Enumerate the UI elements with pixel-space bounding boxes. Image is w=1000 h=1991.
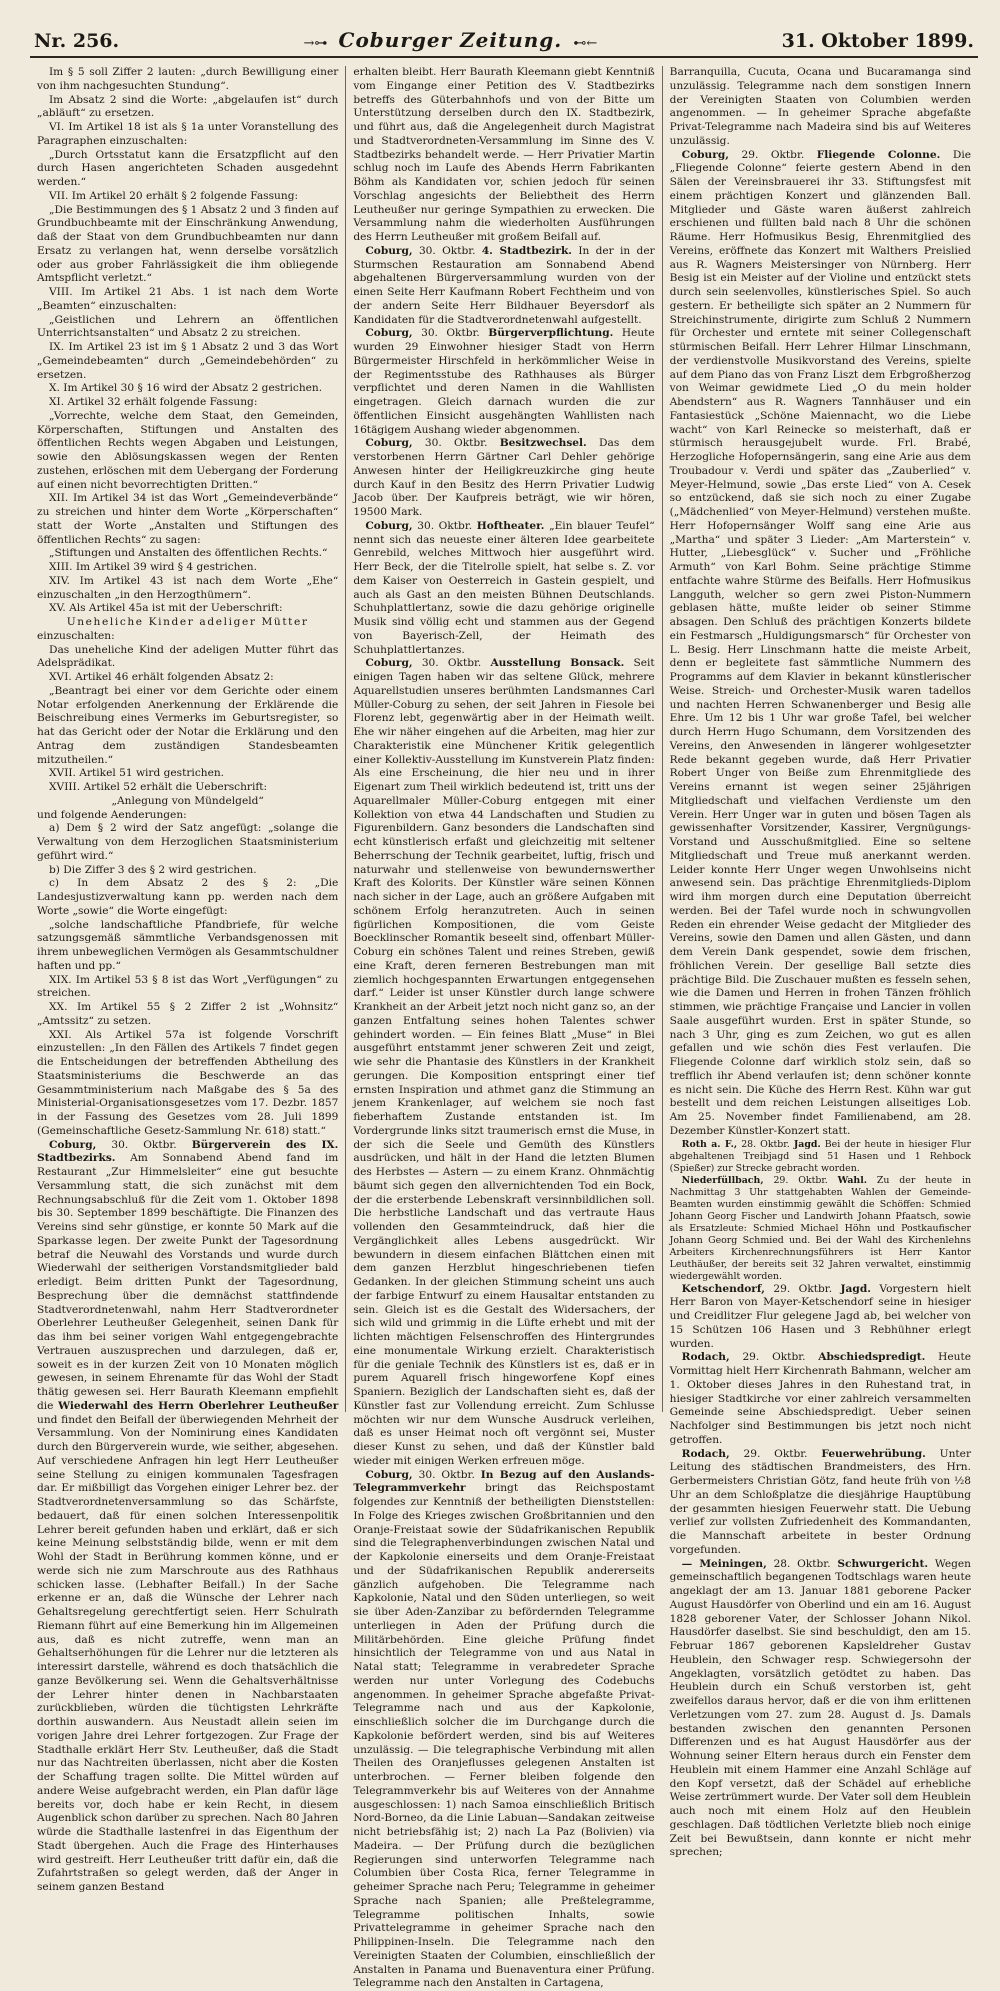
news-item	[670, 1558, 971, 1861]
paragraph: XI. Artikel 32 erhält folgende Fassung:	[37, 396, 338, 410]
paragraph: a) Dem § 2 wird der Satz angefügt: „solange die Verwaltung von dem Herzoglichen Staatsministerium geführt wird.“	[37, 822, 338, 863]
item-heading: Fliegende Colonne.	[817, 149, 941, 161]
paragraph: „Anlegung von Mündelgeld“	[37, 795, 338, 809]
paragraph: XIV. Im Artikel 43 ist nach dem Worte „Ehe“ einzuschalten „in den Herzogthümern“.	[37, 575, 338, 603]
paragraph: IX. Im Artikel 23 ist im § 1 Absatz 2 und 3 das Wort „Gemeindebeamten“ durch „Gemeindebehörden“ zu ersetzen.	[37, 341, 338, 382]
paragraph: XVI. Artikel 46 erhält folgenden Absatz 2:	[37, 671, 338, 685]
paragraph: Im § 5 soll Ziffer 2 lauten: „durch Bewilligung einer von ihm nachgesuchten Stundung“.	[37, 66, 338, 94]
paragraph: XIX. Im Artikel 53 § 8 ist das Wort „Verfügungen“ zu streichen.	[37, 974, 338, 1002]
item-heading: Bürgerverein des IX. Stadtbezirks.	[37, 1139, 338, 1165]
paragraph: XIII. Im Artikel 39 wird § 4 gestrichen.	[37, 561, 338, 575]
news-item	[353, 657, 654, 1468]
item-location: Coburg,	[365, 245, 412, 257]
item-body: Heute Vormittag hielt Herr Kirchenrath Bahmann, welcher am 1. Oktober dieses Jahres in den Ruhestand trat, in hiesiger Stadtkirche vor einer zahlreich versammelten Gemeinde seine Abschiedspredigt. Ueber seinen Nachfolger sind Bestimmungen bis jetzt noch nicht getroffen.	[670, 1351, 971, 1446]
item-location: Coburg,	[365, 327, 412, 339]
item-location: Coburg,	[365, 437, 412, 449]
item-body: Bei der heute in hiesiger Flur abgehaltenen Treibjagd sind 51 Hasen und 1 Rehbock (Spießer) zur Strecke gebracht worden.	[670, 1139, 971, 1174]
item-body: Wegen gemeinschaftlich begangenen Todtschlags waren heute angeklagt der am 13. Januar 1881 geborene Packer August Hausdörfer von Oberlind und ein am 16. August 1828 geborener Vater, der Schlosser Johann Nikol. Hausdörfer daselbst. Sie sind beschuldigt, den am 15. Februar 1867 geborenen Kapsleldreher Gustav Heublein, den Schwager resp. Schwiegersohn der Angeklagten, vorsätzlich getödtet zu haben. Das Heublein durch ein Schuß verstorben ist, geht zweifellos daraus hervor, daß er die von ihm erlittenen Verletzungen vom 27. zum 28. August d. Js. Damals bestanden zwischen den genannten Personen Differenzen und es hat August Hausdörfer aus der Wohnung seiner Eltern heraus durch ein Fenster dem Heublein mit einem Hammer eine Anzahl Schläge auf den Kopf versetzt, daß der Schädel auf erhebliche Weise zertrümmert wurde. Der Vater soll dem Heublein auch noch mit einem Holz auf den Heublein geschlagen. Daß tödtlichen Verletzte blieb noch einige Zeit bei Bewußtsein, dann konnte er nicht mehr sprechen;	[670, 1558, 971, 1859]
paragraph: XII. Im Artikel 34 ist das Wort „Gemeindeverbände“ zu streichen und hinter dem Worte „Körperschaften“ statt der Worte „Anstalten und Stiftungen des öffentlichen Rechts“ zu sagen:	[37, 492, 338, 547]
paragraph: „solche landschaftliche Pfandbriefe, für welche satzungsgemäß sämmtliche Verbandsgenossen mit ihrem unbeweglichen Vermögen als Gesammtschuldner haften und pp.“	[37, 919, 338, 974]
item-location: Coburg,	[49, 1139, 96, 1151]
paragraph: VII. Im Artikel 20 erhält § 2 folgende Fassung:	[37, 190, 338, 204]
paragraph: „Die Bestimmungen des § 1 Absatz 2 und 3 finden auf Grundbuchbeamte mit der Einschränkung Anwendung, daß der Staat von dem Grundbuchbeamten nur dann Ersatz zu verlangen hat, wenn derselbe vorsätzlich oder aus grober Fahrlässigkeit die ihm obliegende Amtspflicht verletzt.“	[37, 204, 338, 287]
item-body: Zu der heute in Nachmittag 3 Uhr stattgehabten Wahlen der Gemeinde-Beamten wurden einstimmig gewählt die Schöffen: Schmied Johann Georg Fischer und Landwirth Johann Pfaatsch, sowie als Ersatzleute: Schmied Michael Höhn und Postkaufischer Johann Georg Schmied und. Bei der Wahl des Kirchenlehns Arbeiters Kirchenrechnungsführers ist Herr Kantor Leuthäußer, der bereits seit 32 Jahren verwaltet, einstimmig wiedergewählt worden.	[670, 1175, 971, 1282]
paragraph: Im Absatz 2 sind die Worte: „abgelaufen ist“ durch „abläuft“ zu ersetzen.	[37, 94, 338, 122]
item-date: 29. Oktbr.	[743, 1448, 807, 1460]
item-location: Niederfüllbach,	[682, 1175, 764, 1186]
item-date: 29. Oktbr.	[773, 1175, 827, 1186]
paragraph: Das uneheliche Kind der adeligen Mutter führt das Adelsprädikat.	[37, 644, 338, 672]
issue-date: 31. Oktober 1899.	[782, 30, 974, 52]
paragraph: c) In dem Absatz 2 des § 2: „Die Landesjustizverwaltung kann pp. werden nach dem Worte „sowie“ die Worte eingefügt:	[37, 877, 338, 918]
item-date: 29. Oktbr.	[773, 1283, 832, 1295]
item-date: 30. Oktbr.	[419, 1469, 475, 1481]
item-location: Coburg,	[365, 657, 412, 669]
item-date: 28. Oktbr.	[741, 1139, 790, 1150]
item-body: und findet den Beifall der überwiegenden Mehrheit der Versammlung. Von der Nominirung eines Kandidaten durch den Bürgerverein wurde, wie seither, abgesehen. Auf verschiedene Anfragen hin legt Herr Leutheußer seine Stellung zu einigen kommunalen Tagesfragen dar. Er mißbilligt das Vorgehen einiger Lehrer bez. der Stadtverordnetenversammlung so das Schärfste, bedauert, daß für einen solchen Interessenpolitik Lehrer bereit gefunden haben und erklärt, daß er sich keine Meinung selbstständig bilde, wenn er mit dem Wohl der Stadt in Berührung kommen könne, und er werde sich nie zum Marschroute aus des Rathhaus schicken lasse. (Lebhafter Beifall.) In der Sache erkenne er an, daß die Wünsche der Lehrer nach Gehaltsregelung gerechtfertigt seien. Herr Schulrath Riemann führt auf eine Bemerkung hin im Allgemeinen aus, daß es nicht zutreffe, wenn man an Gehaltserhöhungen für die Lehrer nur die letzteren als interessirt darstelle, während es doch thatsächlich die ganze Bevölkerung sei. Wenn die Gehaltsverhältnisse der Lehrer hinter denen in Nachbarstaaten zurückblieben, würden die tüchtigsten Lehrkräfte dorthin auswandern. Aus Neustadt allein seien im vorigen Jahre drei Lehrer fortgezogen. Zur Frage der Stadthalle erklärt Herr Stv. Leutheußer, daß die Stadt nur das Nachtreiten überlassen, nicht aber die Kosten der Schaffung tragen sollte. Die Mittel würden auf andere Weise aufgebracht werden, ein Plan dafür läge bereits vor, doch habe er kein Recht, in diesem Augenblick schon darüber zu sprechen. Nach 80 Jahren würde die Stadthalle lastenfrei in das Eigenthum der Stadt übergehen. Auch die Frage des Hinterhauses wird gestreift. Herr Leutheußer tritt dafür ein, daß die Zufahrtstraßen so gelegt werden, daß der Anger in seinem ganzen Bestand	[37, 1414, 338, 1894]
item-date: 30. Oktbr.	[422, 657, 481, 669]
item-location: Rodach,	[682, 1351, 730, 1363]
item-body: bringt das Reichspostamt folgendes zur Kenntniß der betheiligten Dienststellen: In Folge des Krieges zwischen Großbritannien und den Oranje-Freistaat sowie der Südafrikanischen Republik sind die Telegraphenverbindungen zwischen Natal und der Kapkolonie einerseits und dem Oranje-Freistaat und der Südafrikanischen Republik andererseits gänzlich aufgehoben. Die Telegramme nach Kapkolonie, Natal und den Süden unterliegen, so weit sie über Aden-Zanzibar zu befördernden Telegramme unterliegen in Aden der Prüfung durch die Militärbehörden. Eine gleiche Prüfung findet hinsichtlich der Telegramme von und aus Natal in Natal statt; Telegramme in verabredeter Sprache werden nur unter Vorlegung des Codebuchs angenommen. In geheimer Sprache abgefaßte Privat-Telegramme nach und aus der Kapkolonie, einschließlich solcher die im Durchgange durch die Kapkolonie befördert werden, sind bis auf Weiteres unzulässig. — Die telegraphische Verbindung mit allen Theilen des Oranjeflusses gelegenen Anstalten ist unterbrochen. — Ferner bleiben folgende den Telegrammverkehr bis auf Weiteres von der Annahme ausgeschlossen: 1) nach Samoa einschließlich Britisch Nord-Borneo, da die Linie Labuan—Sandakan zeitweise nicht betriebsfähig ist; 2) nach La Paz (Bolivien) via Madeira. — Der Prüfung durch die bezüglichen Regierungen sind unterworfen Telegramme nach Columbien über Costa Rica, ferner Telegramme in geheimer Sprache nach Peru; Telegramme in geheimer Sprache nach Spanien; alle Preßtelegramme, Telegramme politischen Inhalts, sowie Privattelegramme in geheimer Sprache nach den Philippinen-Inseln. Die Telegramme nach den Vereinigten Staaten der Columbien, einschließlich der Anstalten in Panama und Buenaventura einer Prüfung. Telegramme nach den Anstalten in Cartagena,	[353, 1482, 654, 1989]
paragraph: einzuschalten:	[37, 630, 338, 644]
paragraph: X. Im Artikel 30 § 16 wird der Absatz 2 gestrichen.	[37, 382, 338, 396]
masthead-title-group	[298, 28, 604, 52]
item-date: 28. Oktbr.	[774, 1558, 831, 1570]
paragraph: „Vorrechte, welche dem Staat, den Gemeinden, Körperschaften, Stiftungen und Anstalten des öffentlichen Rechts wegen Abgaben und Leistungen, sowie den Ablösungskassen wegen der Renten zustehen, erlöschen mit dem Uebergang der Forderung auf einen nicht bevorrechtigten Dritten.“	[37, 410, 338, 493]
column-1	[30, 66, 345, 1412]
item-heading: Ausstellung Bonsack.	[490, 657, 624, 669]
item-date: 30. Oktbr.	[111, 1139, 176, 1151]
section-subheading: Uneheliche Kinder adeliger Mütter	[37, 616, 338, 630]
news-item	[670, 1448, 971, 1558]
paragraph: VI. Im Artikel 18 ist als § 1a unter Voranstellung des Paragraphen einzuschalten:	[37, 121, 338, 149]
item-location: Coburg,	[365, 520, 412, 532]
paragraph: XVII. Artikel 51 wird gestrichen.	[37, 767, 338, 781]
column-3	[662, 66, 978, 1412]
paragraph: XXI. Als Artikel 57a ist folgende Vorschrift einzustellen: „In den Fällen des Artikels 7 findet gegen die Entscheidungen der betreffenden Abtheilung des Staatsministeriums die Beschwerde an das Gesammtministerium nach Maßgabe des § 5a des Ministerial-Organisationsgesetzes vom 17. Dezbr. 1857 in der Fassung des Gesetzes vom 28. Juli 1899 (Gemeinschaftliche Gesetz-Sammlung Nr. 618) statt.“	[37, 1029, 338, 1139]
news-item	[670, 1175, 971, 1283]
news-item	[37, 1139, 338, 1895]
paragraph: XX. Im Artikel 55 § 2 Ziffer 2 ist „Wohnsitz“ „Amtssitz“ zu setzen.	[37, 1001, 338, 1029]
item-heading: Jagd.	[841, 1283, 871, 1295]
item-heading: Abschiedspredigt.	[818, 1351, 925, 1363]
paragraph: und folgende Aenderungen:	[37, 809, 338, 823]
item-heading: Hoftheater.	[477, 520, 545, 532]
column-2	[345, 66, 661, 1412]
item-location: Ketschendorf,	[682, 1283, 765, 1295]
item-location: Roth a. F.,	[682, 1139, 737, 1150]
item-date: 29. Oktbr.	[742, 1351, 805, 1363]
news-item	[353, 1469, 654, 1991]
paragraph: „Stiftungen und Anstalten des öffentlichen Rechts.“	[37, 547, 338, 561]
item-body: Vorgestern hielt Herr Baron von Mayer-Ketschendorf seine in hiesiger und Creidlitzer Flur gelegene Jagd ab, bei welcher von 15 Schützen 106 Hasen und 3 Rebhühner erlegt wurden.	[670, 1283, 971, 1350]
item-heading: Wiederwahl des Herrn Oberlehrer Leutheußer	[58, 1400, 338, 1412]
news-item	[670, 1283, 971, 1352]
item-location: Coburg,	[365, 1469, 412, 1481]
item-location: Rodach,	[682, 1448, 730, 1460]
item-body: In der in der Sturmschen Restauration am Sonnabend Abend abgehaltenen Bürgerversammlung wurden von der einen Seite Herr Kaufmann Robert Fechtheim und von der andern Seite Herr Bildhauer Beyersdorf als Kandidaten für die Stadtverordnetenwahl aufgestellt.	[353, 245, 654, 326]
issue-number: Nr. 256.	[34, 30, 119, 52]
paragraph: XVIII. Artikel 52 erhält die Ueberschrift:	[37, 781, 338, 795]
news-item	[353, 520, 654, 658]
item-location: — Meiningen,	[682, 1558, 767, 1570]
ornament-left-icon: →⊶	[304, 36, 328, 51]
item-date: 29. Oktbr.	[741, 149, 804, 161]
item-date: 30. Oktbr.	[421, 327, 480, 339]
news-item	[670, 1351, 971, 1447]
item-date: 30. Oktbr.	[425, 437, 488, 449]
news-item	[670, 1139, 971, 1175]
columns	[30, 66, 978, 1412]
paragraph: Barranquilla, Cucuta, Ocana und Bucaramanga sind unzulässig. Telegramme nach dem sonstigen Innern der Vereinigten Staaten von Columbien werden angenommen. — In geheimer Sprache abgefaßte Privat-Telegramme nach Madeira sind bis auf Weiteres unzulässig.	[670, 66, 971, 149]
masthead	[30, 28, 978, 58]
item-body: Heute wurden 29 Einwohner hiesiger Stadt von Herrn Bürgermeister Hirschfeld in herkömmlicher Weise in der Regimentsstube des Rathhauses als Bürger verpflichtet und deren Namen in die Wahllisten eingetragen. Gleich darnach wurden die zur öffentlichen Einsicht ausgehängten Wahllisten nach 16tägigem Aushang wieder abgenommen.	[353, 327, 654, 435]
paragraph: b) Die Ziffer 3 des § 2 wird gestrichen.	[37, 864, 338, 878]
item-body: Das dem verstorbenen Herrn Gärtner Carl Dehler gehörige Anwesen hinter der Heiligkreuzkirche ging heute durch Kauf in den Besitz des Herrn Privatier Ludwig Jacob über. Der Kaufpreis beträgt, wie wir hören, 19500 Mark.	[353, 437, 654, 518]
news-item	[353, 245, 654, 328]
item-body: Seit einigen Tagen haben wir das seltene Glück, mehrere Aquarellstudien unseres berühmten Landsmannes Carl Müller-Coburg zu sehen, der seit Jahren in Fiesole bei Florenz lebt, gegenwärtig aber in der Heimath weilt. Ehe wir näher eingehen auf die Arbeiten, mag hier zur Charakteristik eine Münchener Kritik gelegentlich einer Kollektiv-Ausstellung im Kunstverein Platz finden: Als eine Erscheinung, die hier neu und in ihrer Eigenart zum Theil wirklich bedeutend ist, tritt uns der Aquarellmaler Müller-Coburg entgegen mit einer Kollektion von etwa 44 Landschaften und Studien zu Figurenbildern. Ganz besonders die Landschaften sind echt künstlerisch erfaßt und gleichzeitig mit seltener Beherrschung der Technik gearbeitet, luftig, frisch und naturwahr und stellenweise von bewundernswerther Kraft des Kolorits. Der Künstler wäre seinen Können nach sicher in der Lage, auch an größere Aufgaben mit schönem Erfolg heranzutreten. Auch in seinen figürlichen Kompositionen, die vom Geiste Boecklinscher Romantik beseelt sind, offenbart Müller-Coburg ein schönes Talent und reines Streben, gewiß eine Kraft, deren ferneren Bestrebungen man mit ziemlich hochgespannten Erwartungen entgegensehen darf.“ Leider ist unser Künstler durch lange schwere Krankheit an der Arbeit jetzt noch nicht ganz so, an der ganzen Entfaltung seines hohen Talentes schwer gehindert worden. — Ein feines Blatt „Muse“ in Blei ausgeführt entstammt jener schweren Zeit und zeigt, wie sehr die Phantasie des Künstlers in der Krankheit gerungen. Die Komposition entspringt einer tief ernsten Inspiration und athmet ganz die Stimmung an jenem Krankenlager, auf welchem sie noch fast fieberhaftem Zustande entstanden ist. Im Vordergrunde links sitzt traumerisch ernst die Muse, in der sich die Seele und Gemüth des Künstlers ausdrücken, und hält in der Hand die letzten Blumen des Herbstes — Astern — zu einem Kranz. Ohnmächtig bäumt sich gegen den allvernichtenden Tod ein Bock, der die ersterbende Lebenskraft versinnbildlichen soll. Die herbstliche Landschaft und das vertraute Haus vollenden den Gesammteindruck, daß hier die Vergänglichkeit alles Lebens ausgedrückt. Wir bewundern in diesem einfachen Blättchen einen mit dem ganzen Herzblut hingeschriebenen tiefen Gedanken. In der gleichen Stimmung scheint uns auch der farbige Entwurf zu einem Hausaltar entstanden zu sein. Gleich ist es die Gestalt des Widersachers, der sich wild und grimmig in die Lüfte erhebt und mit der lichten mächtigen Felsenschroffen des Hintergrundes eine monumentale Wirkung erzielt. Charakteristisch für die geniale Technik des Künstlers ist es, daß er in purem Aquarell frisch hingeworfene Kopf eines Spaniern. Beziglich der Landschaften sieht es, daß der Künstler fast zur Vollendung erreicht. Zum Schlusse möchten wir nur dem Wunsche Ausdruck verleihen, daß es unser Heimat noch oft vergönnt sei, Muster dieser Kunst zu sehen, und daß der Künstler bald wieder mit einigen Werken erfreuen möge.	[353, 657, 654, 1467]
item-heading: Wahl.	[838, 1175, 867, 1186]
item-date: 30. Oktbr.	[419, 245, 476, 257]
paragraph: „Beantragt bei einer vor dem Gerichte oder einem Notar erfolgenden Anerkennung der Erklärende die Beischreibung eines Vermerks im Geburtsregister, so hat das Gericht oder der Notar die Erklärung und den Antrag dem zuständigen Standesbeamten mitzutheilen.“	[37, 685, 338, 768]
item-heading: Jagd.	[794, 1139, 821, 1150]
news-item	[353, 437, 654, 520]
item-heading: 4. Stadtbezirk.	[482, 245, 572, 257]
paragraph: XV. Als Artikel 45a ist mit der Ueberschrift:	[37, 602, 338, 616]
item-heading: Schwurgericht.	[837, 1558, 928, 1570]
news-item	[353, 327, 654, 437]
item-body: Unter Leitung des städtischen Brandmeisters, des Hrn. Gerbermeisters Christian Götz, fand heute früh von ½8 Uhr an dem Schloßplatze die diesjährige Hauptübung der gesammten hiesigen Feuerwehr statt. Die Uebung verlief zur vollsten Zufriedenheit des Kommandanten, die Mannschaft arbeitete in bester Ordnung vorgefunden.	[670, 1448, 971, 1556]
item-heading: In Bezug auf den Auslands-Telegrammverkehr	[353, 1469, 654, 1495]
news-item	[670, 149, 971, 1139]
item-heading: Besitzwechsel.	[500, 437, 587, 449]
item-location: Coburg,	[682, 149, 729, 161]
paragraph: „Geistlichen und Lehrern an öffentlichen Unterrichtsanstalten“ und Absatz 2 zu streichen.	[37, 314, 338, 342]
newspaper-title: Coburger Zeitung.	[339, 28, 563, 52]
item-body: „Ein blauer Teufel“ nennt sich das neueste einer älteren Idee gearbeitete Genrebild, welches Mittwoch hier ausgeführt wird. Herr Beck, der die Titelrolle spielt, hat selbe s. Z. vor dem Kaiser von Oesterreich in Gastein gespielt, und auch als Gast an den meisten Bühnen Deutschlands. Schuhplattlertanz, sowie die dazu gehörige originelle Musik sind völlig echt und stammen aus der Gegend von Bayerisch-Zell, der Heimath des Schuhplattlertanzes.	[353, 520, 654, 656]
paragraph: VIII. Im Artikel 21 Abs. 1 ist nach dem Worte „Beamten“ einzuschalten:	[37, 286, 338, 314]
item-heading: Bürgerverpflichtung.	[488, 327, 613, 339]
ornament-right-icon: ⊷←	[573, 36, 597, 51]
paragraph: „Durch Ortsstatut kann die Ersatzpflicht auf den durch Hasen angerichteten Schaden ausgedehnt werden.“	[37, 149, 338, 190]
item-body: Am Sonnabend Abend fand im Restaurant „Zur Himmelsleiter“ eine gut besuchte Versammlung statt, die sich zunächst mit dem Rechnungsabschluß für die Zeit vom 1. Oktober 1898 bis 30. September 1899 beschäftigte. Die Finanzen des Vereins sind sehr günstige, er konnte 50 Mark auf die Sparkasse legen. Der zweite Punkt der Tagesordnung betraf die Neuwahl des Vorstands und wurde durch Wiederwahl der seitherigen Vorstandsmitglieder bald erledigt. Beim dritten Punkt der Tagesordnung, Besprechung über die demnächst stattfindende Stadtverordnetenwahl, nahm Herr Stadtverordneter Oberlehrer Leutheußer Gelegenheit, seinen Dank für das ihm bei seiner vorigen Wahl entgegengebrachte Vertrauen auszusprechen und darzulegen, daß er, soweit es in der kurzen Zeit von 10 Monaten möglich gewesen, in seinem Ehrenamte für das Wohl der Stadt thätig gewesen sei. Herr Baurath Kleemann empfiehlt die	[37, 1152, 338, 1412]
paragraph: erhalten bleibt. Herr Baurath Kleemann giebt Kenntniß vom Eingange einer Petition des V. Stadtbezirks betreffs des Güterbahnhofs und von der Bitte um Unterstützung derselben durch den IX. Stadtbezirk, und führt aus, daß die Angelegenheit durch Magistrat und Stadtverordneten-Versammlung im Sinne des V. Stadtbezirks behandelt werde. — Herr Privatier Martin schlug noch im Laufe des Abends Herrn Fabrikanten Böhm als Kandidaten vor, schien jedoch für seinen Vorschlag angesichts der Beliebtheit des Herrn Leutheußer nur geringe Sympathien zu erwecken. Die Versammlung nahm die wiederholten Ausführungen des Herrn Leutheußer mit großem Beifall auf.	[353, 66, 654, 245]
item-body: Die „Fliegende Colonne“ feierte gestern Abend in den Sälen der Vereinsbrauerei ihr 33. Stiftungsfest mit einem prächtigen Konzert und glänzenden Ball. Mitglieder und Gäste waren äußerst zahlreich erschienen und füllten bald nach 8 Uhr die schönen Räume. Herr Hofmusikus Besig, Ehrenmitglied des Vereins, eröffnete das Konzert mit Walthers Preislied aus R. Wagners Meistersinger von Nürnberg. Herr Besig ist ein Meister auf der Violine und entzückt stets durch sein seelenvolles, künstlerisches Spiel. So auch gestern. Er betheiligte sich später an 2 Nummern für Streichinstrumente, dirigirte zum Schluß 2 Nummern für Orchester und erntete mit seiner Collegenschaft stürmischen Beifall. Herr Lehrer Hilmar Linschmann, der verdienstvolle Musikvorstand des Vereins, spielte auf dem Piano das von Franz Liszt dem Erbgroßherzog von Weimar gewidmete Lied „O du mein holder Abendstern“ aus R. Wagners Tannhäuser und ein Fantasiestück „Schöne Maiennacht, wo die Liebe wacht“ von Karl Reinecke so meisterhaft, daß er stürmisch herausgejubelt wurde. Frl. Brabé, Herzogliche Hofopernsängerin, sang eine Arie aus dem Troubadour v. Verdi und später das „Zauberlied“ v. Meyer-Helmund, sowie „Das erste Lied“ von A. Cesek so entzückend, daß sie sich noch zu einer Zugabe („Mädchenlied“ von Meyer-Helmund) verstehen mußte. Herr Hofopernsänger Wolff sang eine Arie aus „Martha“ und später 3 Lieder: „Am Marterstein“ v. Hutter, „Liebesglück“ v. Sucher und „Fröhliche Armuth“ von Karl Bohm. Seine prächtige Stimme entfachte wahre Stürme des Beifalls. Herr Hofmusikus Langguth, welcher so gern zwei Piston-Nummern geblasen hätte, mußte leider ob seiner Stimme absagen. Den Schluß des prächtigen Konzerts bildete ein Festmarsch „Huldigungsmarsch“ für Orchester von L. Besig. Herr Linschmann hatte die meiste Arbeit, denn er begleitete fast sämmtliche Nummern des Programms auf dem Klavier in bekannt künstlerischer Weise. Streich- und Orchester-Musik waren tadellos und nachten Herren Schwanenberger und Besig alle Ehre. Um 12 bis 1 Uhr war große Tafel, bei welcher durch Herrn Hugo Schumann, dem Vorsitzenden des Vereins, den Anwesenden in längerer wohlgesetzter Rede bekannt gegeben wurde, daß Herr Privatier Robert Unger von Beiße zum Ehrenmitgliede des Vereins ernannt ist wegen seiner 25jährigen Mitgliedschaft und vielfachen Verdienste um den Verein. Herr Unger war in guten und bösen Tagen als gewissenhafter Vorsitzender, Kassirer, Vergnügungs-Vorstand und Ausschußmitglied. Eine so seltene Mitgliedschaft und Treue muß anerkannt werden. Leider konnte Herr Unger wegen Unwohlseins nicht anwesend sein. Das prächtige Ehrenmitglieds-Diplom wird ihm morgen durch eine Deputation überreicht werden. Bei der Tafel wurde noch in schwungvollen Reden ein ehrender Weise gedacht der Mitglieder des Vereins, sowie den Damen und allen Gästen, und dann dem Verein Dank gespendet, sowie dem frischen, fröhlichen Verein. Der gesellige Ball setzte dies prächtige Bild. Die Zuschauer mußten es fesseln sehen, wie die Damen und Herren in frohen Tänzen fröhlich stimmen, wie prächtige Française und Lancier in vollen Saale ausgeführt wurden. Erst in später Stunde, so nach 3 Uhr, ging es zum Zeichen, wo gut es allen gefallen und wie schön dies Fest verlaufen. Die Fliegende Colonne darf wirklich stolz sein, daß so trefflich ihr Abend verlaufen ist; denn schöner konnte es nicht sein. Die Küche des Herrn Rest. Kühn war gut bestellt und dem reichen Leistungen allseitiges Lob. Am 25. November findet Familienabend, am 28. Dezember Künstler-Konzert statt.	[670, 149, 971, 1137]
item-date: 30. Oktbr.	[417, 520, 472, 532]
item-heading: Feuerwehrübung.	[821, 1448, 925, 1460]
